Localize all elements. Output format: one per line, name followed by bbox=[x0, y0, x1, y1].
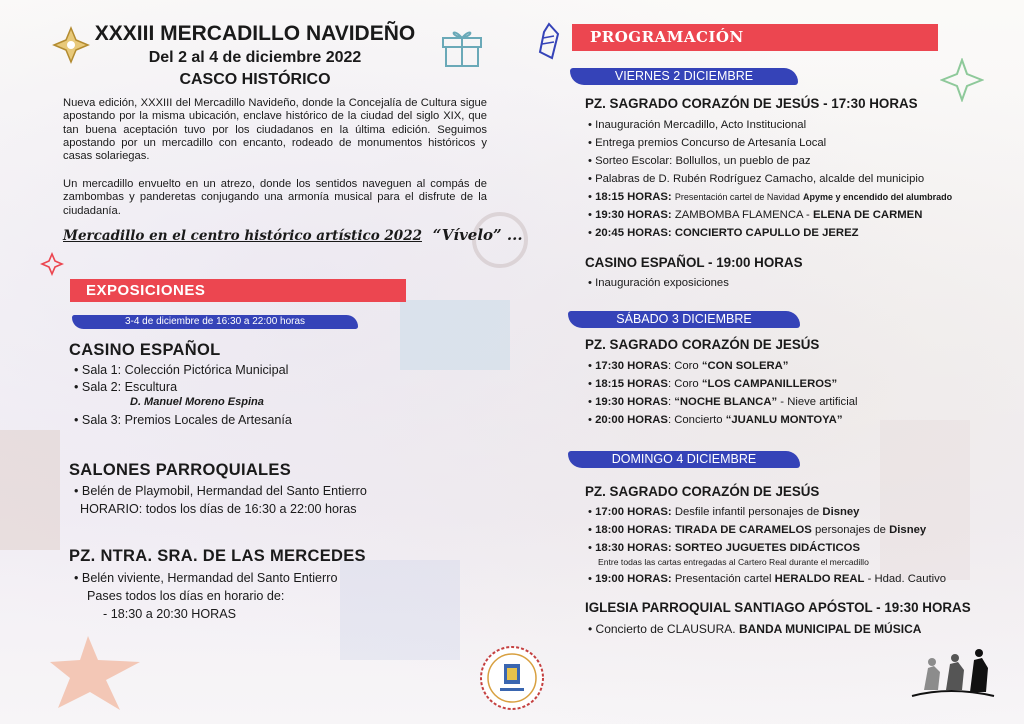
salones-list bbox=[74, 483, 367, 500]
program-text: - Nieve artificial bbox=[780, 396, 858, 408]
program-item bbox=[588, 357, 988, 375]
friday-casino-heading: CASINO ESPAÑOL - 19:00 HORAS bbox=[585, 255, 803, 270]
municipal-seal-logo bbox=[478, 644, 546, 712]
list-item: • Sala 1: Colección Pictórica Municipal bbox=[74, 362, 288, 379]
program-time: 17:00 HORAS: bbox=[595, 506, 672, 518]
casino-heading: CASINO ESPAÑOL bbox=[69, 341, 221, 359]
program-item: • Inauguración exposiciones bbox=[588, 274, 729, 292]
program-item bbox=[588, 188, 988, 206]
program-item bbox=[588, 375, 988, 393]
sunday-program bbox=[588, 503, 988, 555]
gift-icon bbox=[440, 26, 484, 68]
program-text: Desfile infantil personajes de bbox=[674, 506, 820, 518]
sunday-note: Entre todas las cartas entregadas al Cartero Real durante el mercadillo bbox=[598, 557, 869, 567]
casino-list bbox=[74, 362, 288, 396]
snowflake-icon bbox=[940, 58, 984, 102]
program-text: Presentación cartel de Navidad bbox=[674, 192, 800, 202]
intro-paragraph-1: Nueva edición, XXXIII del Mercadillo Navideño, donde la Concejalía de Cultura sigue apostando por la misma ubicación, enclave histórico de la ciudad del siglo XIX, que tan buena aceptación tuvo por los ciudadanos en la última edición. Seguimos apostando por un mercadillo con encanto, rodeado de monumentos históricos y casas solariegas. bbox=[63, 97, 487, 163]
star-ornament-icon bbox=[52, 26, 90, 64]
program-item bbox=[588, 206, 988, 224]
program-bold: HERALDO REAL bbox=[774, 573, 865, 585]
list-item: • Belén de Playmobil, Hermandad del Santo Entierro bbox=[74, 483, 367, 500]
program-text: personajes de bbox=[815, 524, 886, 536]
snowflake-icon bbox=[40, 252, 64, 276]
exhibitions-hours: 3-4 de diciembre de 16:30 a 22:00 horas bbox=[72, 315, 358, 329]
saturday-program bbox=[588, 357, 988, 429]
program-item: • Inauguración Mercadillo, Acto Institucional bbox=[588, 116, 988, 134]
intro-paragraph-2: Un mercadillo envuelto en un atrezo, donde los sentidos naveguen al compás de zambombas y panderetas conjugando una armonía musical para el disfrute de la ciudadanía. bbox=[63, 178, 487, 217]
mercedes-heading: PZ. NTRA. SRA. DE LAS MERCEDES bbox=[69, 547, 366, 565]
program-item bbox=[588, 620, 988, 638]
program-text: - Hdad. Cautivo bbox=[867, 573, 947, 585]
friday-venue-heading: PZ. SAGRADO CORAZÓN DE JESÚS - 17:30 HORAS bbox=[585, 96, 918, 111]
program-time: 19:00 HORAS: bbox=[595, 573, 672, 585]
program-text: ZAMBOMBA FLAMENCA - bbox=[674, 209, 810, 221]
program-item bbox=[588, 503, 988, 521]
three-kings-silhouette-icon bbox=[910, 638, 996, 700]
program-text: : Coro bbox=[667, 378, 699, 390]
program-time: 17:30 HORAS bbox=[595, 360, 668, 372]
program-text: : Concierto bbox=[667, 414, 723, 426]
program-bold: Disney bbox=[889, 524, 927, 536]
event-dates: Del 2 al 4 de diciembre 2022 bbox=[148, 49, 362, 66]
program-item bbox=[588, 393, 988, 411]
slogan bbox=[63, 226, 523, 244]
sunday-program-2 bbox=[588, 570, 988, 588]
saturday-venue-heading: PZ. SAGRADO CORAZÓN DE JESÚS bbox=[585, 337, 820, 352]
program-text: : Coro bbox=[667, 360, 699, 372]
program-item bbox=[588, 570, 988, 588]
slogan-quote: “Vívelo” ... bbox=[432, 226, 523, 244]
program-time: 18:30 HORAS: SORTEO JUGUETES DIDÁCTICOS bbox=[595, 542, 860, 554]
mercedes-line3: - 18:30 a 20:30 HORAS bbox=[103, 607, 237, 621]
program-time: 18:15 HORAS: bbox=[595, 191, 672, 203]
program-item bbox=[588, 224, 988, 242]
program-item: • Entrega premios Concurso de Artesanía Local bbox=[588, 134, 988, 152]
exhibitions-header: EXPOSICIONES bbox=[70, 279, 406, 302]
salones-horario: HORARIO: todos los días de 16:30 a 22:00 horas bbox=[80, 502, 357, 516]
ornament-icon bbox=[536, 22, 562, 60]
event-place: CASCO HISTÓRICO bbox=[179, 71, 331, 88]
program-item bbox=[588, 411, 988, 429]
event-title: XXXIII MERCADILLO NAVIDEÑO bbox=[94, 22, 416, 45]
slogan-text: Mercadillo en el centro histórico artístico 2022 bbox=[63, 228, 422, 244]
list-item: • Sala 3: Premios Locales de Artesanía bbox=[74, 412, 292, 429]
friday-day-banner: VIERNES 2 DICIEMBRE bbox=[570, 68, 798, 85]
program-item: • Sorteo Escolar: Bollullos, un pueblo de paz bbox=[588, 152, 988, 170]
sculptor-name: D. Manuel Moreno Espina bbox=[130, 396, 264, 408]
mercedes-line2: Pases todos los días en horario de: bbox=[87, 589, 285, 603]
program-bold: “NOCHE BLANCA” bbox=[674, 396, 778, 408]
sunday-church-list bbox=[588, 620, 988, 638]
program-bold: Apyme y encendido del alumbrado bbox=[803, 192, 953, 202]
sunday-venue-heading: PZ. SAGRADO CORAZÓN DE JESÚS bbox=[585, 484, 820, 499]
list-item: • Belén viviente, Hermandad del Santo Entierro bbox=[74, 570, 337, 587]
program-bold: “CON SOLERA” bbox=[701, 360, 789, 372]
saturday-day-banner: SÁBADO 3 DICIEMBRE bbox=[568, 311, 800, 328]
program-text: Presentación cartel bbox=[674, 573, 772, 585]
program-text: Concierto de CLAUSURA. bbox=[595, 622, 736, 636]
program-bold: Disney bbox=[822, 506, 860, 518]
program-time: 18:15 HORAS bbox=[595, 378, 668, 390]
program-bold: BANDA MUNICIPAL DE MÚSICA bbox=[738, 622, 922, 636]
sunday-church-heading: IGLESIA PARROQUIAL SANTIAGO APÓSTOL - 19:30 HORAS bbox=[585, 600, 971, 615]
casino-list-2 bbox=[74, 412, 292, 429]
program-bold: ELENA DE CARMEN bbox=[812, 209, 923, 221]
program-time: 19:30 HORAS: bbox=[595, 209, 672, 221]
program-item bbox=[588, 521, 988, 539]
program-header: PROGRAMACIÓN bbox=[572, 24, 938, 51]
program-item bbox=[588, 539, 988, 555]
list-item: • Sala 2: Escultura bbox=[74, 379, 288, 396]
program-text: : bbox=[667, 396, 672, 408]
sunday-day-banner: DOMINGO 4 DICIEMBRE bbox=[568, 451, 800, 468]
program-bold: “LOS CAMPANILLEROS” bbox=[701, 378, 838, 390]
salones-heading: SALONES PARROQUIALES bbox=[69, 461, 292, 479]
program-bold: 20:45 HORAS: CONCIERTO CAPULLO DE JEREZ bbox=[595, 227, 859, 239]
program-item: • Palabras de D. Rubén Rodríguez Camacho, alcalde del municipio bbox=[588, 170, 988, 188]
friday-casino-list bbox=[588, 274, 729, 292]
friday-program bbox=[588, 116, 988, 242]
mercedes-list bbox=[74, 570, 337, 587]
program-time: 19:30 HORAS bbox=[595, 396, 668, 408]
star-decoration-icon bbox=[48, 632, 148, 712]
program-bold: “JUANLU MONTOYA” bbox=[725, 414, 843, 426]
program-time: 18:00 HORAS: TIRADA DE CARAMELOS bbox=[595, 524, 812, 536]
program-time: 20:00 HORAS bbox=[595, 414, 668, 426]
